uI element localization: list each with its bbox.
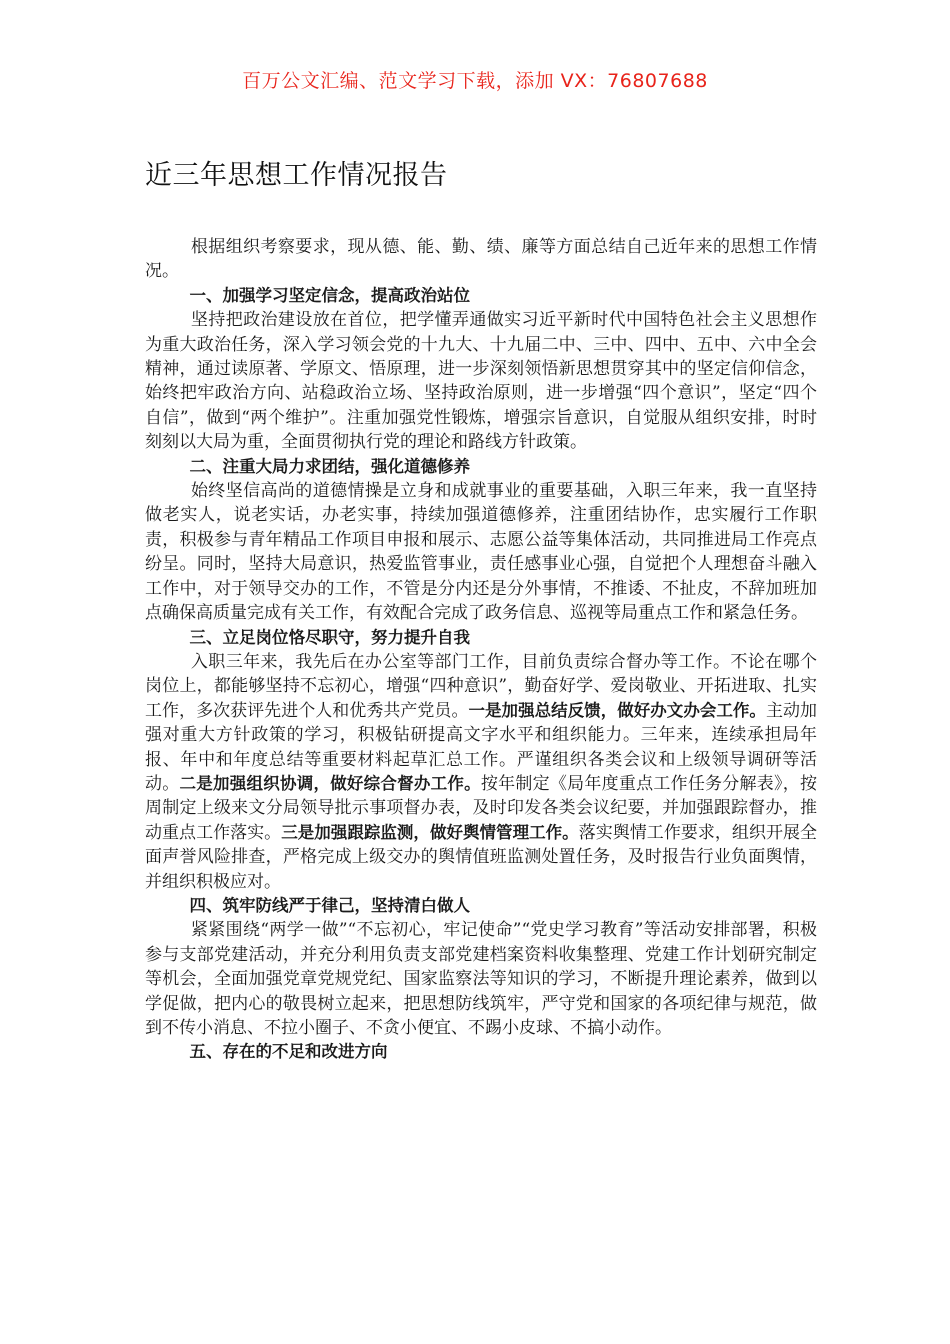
section-3-text-c: 按年制定《局年度重点工作任务分解表》，按周制定上级来文分局领导批示事项督办表，及时印发各类会议纪要，并加强跟踪督办，推动重点工作落实。 <box>145 773 818 843</box>
section-2-paragraph: 始终坚信高尚的道德情操是立身和成就事业的重要基础，入职三年来，我一直坚持做老实人，说老实话，办老实事，持续加强道德修养，注重团结协作，忠实履行工作职责，积极参与青年精品工作项目申报和展示、志愿公益等集体活动，共同推进局工作亮点纷呈。同时，坚持大局意识，热爱监管事业，责任感事业心强，自觉把个人理想奋斗融入工作中，对于领导交办的工作，不管是分内还是分外事情，不推诿、不扯皮，不辞加班加点确保高质量完成有关工作，有效配合完成了政务信息、巡视等局重点工作和紧急任务。 <box>145 481 817 624</box>
section-3-bold-1: 一是加强总结反馈，做好办文办会工作。 <box>468 700 766 720</box>
document-title: 近三年思想工作情况报告 <box>145 160 448 191</box>
intro-paragraph: 根据组织考察要求，现从德、能、勤、绩、廉等方面总结自己近年来的思想工作情况。 <box>145 237 817 282</box>
section-3-paragraph <box>145 650 817 894</box>
section-4-paragraph: 紧紧围绕“两学一做”“不忘初心，牢记使命”“党史学习教育”等活动安排部署，积极参与支部党建活动，并充分利用负责支部党建档案资料收集整理、党建工作计划研究制定等机会，全面加强党章党规党纪、国家监察法等知识的学习，不断提升理论素养，做到以学促做，把内心的敬畏树立起来，把思想防线筑牢，严守党和国家的各项纪律与规范，做到不传小消息、不拉小圈子、不贪小便宜、不踢小皮球、不搞小动作。 <box>145 920 817 1038</box>
download-banner: 百万公文汇编、范文学习下载，添加 VX：76807688 <box>242 70 708 92</box>
section-3-bold-2: 二是加强组织协调，做好综合督办工作。 <box>179 773 481 793</box>
section-1-paragraph: 坚持把政治建设放在首位，把学懂弄通做实习近平新时代中国特色社会主义思想作为重大政治任务，深入学习领会党的十九大、十九届二中、三中、四中、五中、六中全会精神，通过读原著、学原文、悟原理，进一步深刻领悟新思想贯穿其中的坚定信仰信念，始终把牢政治方向、站稳政治立场、坚持政治原则，进一步增强“四个意识”，坚定“四个自信”，做到“两个维护”。注重加强党性锻炼，增强宗旨意识，自觉服从组织安排，时时刻刻以大局为重，全面贯彻执行党的理论和路线方针政策。 <box>145 310 817 453</box>
section-1-heading: 一、加强学习坚定信念，提高政治站位 <box>189 285 471 305</box>
section-2-heading: 二、注重大局力求团结，强化道德修养 <box>189 456 471 476</box>
section-5-heading: 五、存在的不足和改进方向 <box>189 1042 388 1062</box>
section-3-text-d: 落实舆情工作要求，组织开展全面声誉风险排查，严格完成上级交办的舆情值班监测处置任务，及时报告行业负面舆情，并组织积极应对。 <box>145 822 818 892</box>
section-3-text-b: 主动加强对重大方针政策的学习，积极钻研提高文字水平和组织能力。三年来，连续承担局年报、年中和年度总结等重要材料起草汇总工作。严谨组织各类会议和上级领导调研等活动。 <box>145 700 818 794</box>
section-3-text-a: 入职三年来，我先后在办公室等部门工作，目前负责综合督办等工作。不论在哪个岗位上，都能够坚持不忘初心，增强“四种意识”，勤奋好学、爱岗敬业、开拓进取、扎实工作，多次获评先进个人和优秀共产党员。 <box>145 651 817 721</box>
document-body <box>145 235 817 1065</box>
section-3-bold-3: 三是加强跟踪监测，做好舆情管理工作。 <box>281 822 579 842</box>
section-4-heading: 四、筑牢防线严于律己，坚持清白做人 <box>189 895 471 915</box>
section-3-heading: 三、立足岗位恪尽职守，努力提升自我 <box>189 627 471 647</box>
